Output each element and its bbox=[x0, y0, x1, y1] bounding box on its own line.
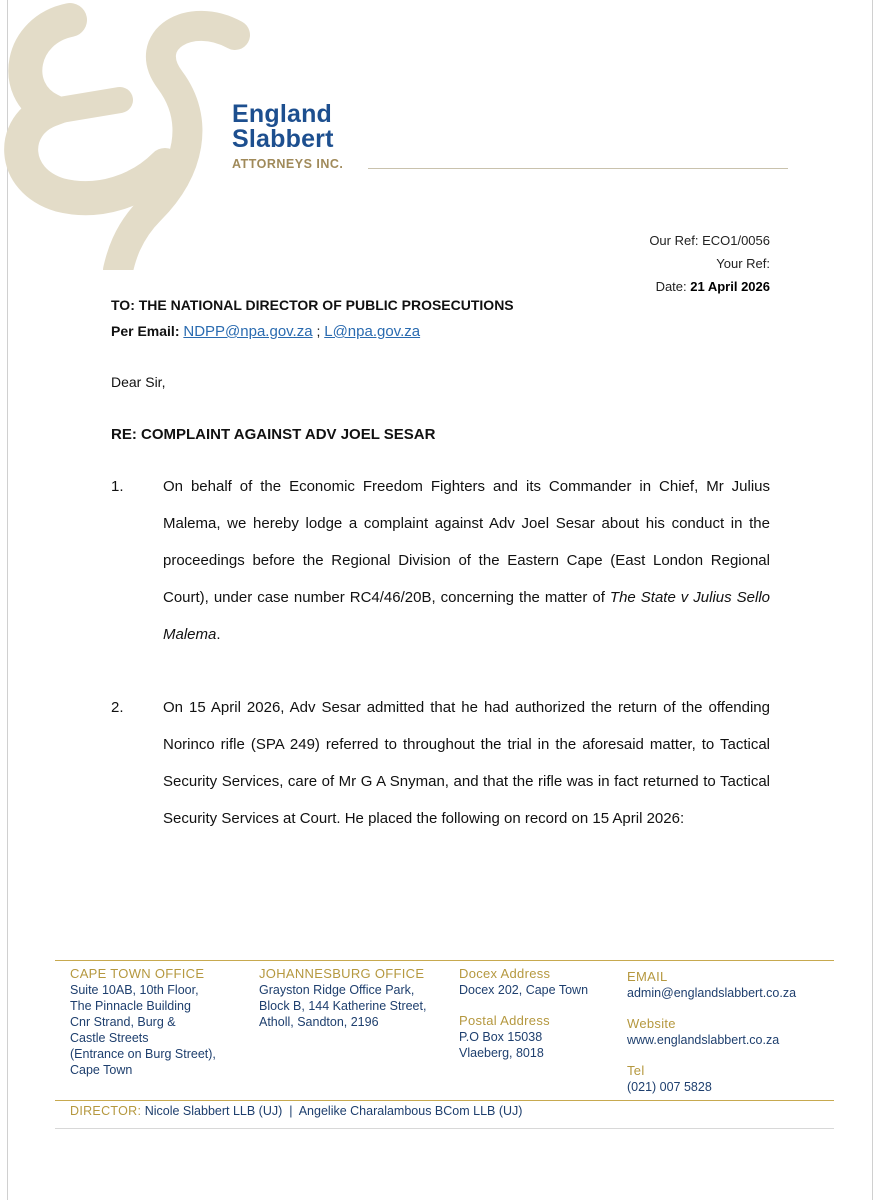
page-edge-right bbox=[872, 0, 873, 1200]
our-ref: Our Ref: ECO1/0056 bbox=[649, 233, 770, 248]
subject-line: RE: COMPLAINT AGAINST ADV JOEL SESAR bbox=[111, 426, 436, 443]
header-rule bbox=[368, 168, 788, 169]
paragraph-number: 1. bbox=[111, 478, 124, 495]
footer-website[interactable]: www.englandslabbert.co.za bbox=[627, 1033, 780, 1047]
footer-rule-top bbox=[55, 960, 834, 961]
footer-cape-town: CAPE TOWN OFFICE Suite 10AB, 10th Floor, The Pinnacle Building Cnr Strand, Burg & Castle Streets (Entrance on Burg Street), Cape Town bbox=[70, 966, 216, 1077]
email-separator: ; bbox=[316, 323, 321, 339]
reference-block bbox=[649, 229, 770, 298]
footer-johannesburg: JOHANNESBURG OFFICE Grayston Ridge Office Park, Block B, 144 Katherine Street, Atholl, Sandton, 2196 bbox=[259, 966, 427, 1029]
monogram-logo bbox=[0, 0, 260, 270]
email-link-ndpp[interactable]: NDPP@npa.gov.za bbox=[183, 323, 313, 340]
per-email-line: Per Email: NDPP@npa.gov.za ; L@npa.gov.za bbox=[111, 323, 421, 340]
addressee: TO: THE NATIONAL DIRECTOR OF PUBLIC PROSECUTIONS bbox=[111, 297, 514, 313]
firm-logo bbox=[232, 102, 343, 171]
paragraph-2: 2. On 15 April 2026, Adv Sesar admitted that he had authorized the return of the offending Norinco rifle (SPA 249) referred to throughout the trial in the aforesaid matter, to Tactical Security Services, care of Mr G A Snyman, and that the rifle was in fact returned to Tactical Security Services at Court. He placed the following on record on 15 April 2026: bbox=[111, 689, 770, 837]
footer-rule-bottom bbox=[55, 1100, 834, 1101]
date: Date: 21 April 2026 bbox=[655, 279, 770, 294]
firm-name-line2: Slabbert bbox=[232, 125, 334, 153]
paragraph-number: 2. bbox=[111, 699, 124, 716]
paragraph-1: 1. On behalf of the Economic Freedom Fighters and its Commander in Chief, Mr Julius Malema, we hereby lodge a complaint against Adv Joel Sesar about his conduct in the proceedings before the Regional Division of the Eastern Cape (East London Regional Court), under case number RC4/46/20B, concerning the matter of The State v Julius Sello Malema. bbox=[111, 468, 770, 653]
footer-tel: (021) 007 5828 bbox=[627, 1080, 712, 1094]
date-value: 21 April 2026 bbox=[690, 279, 770, 294]
footer-rule-end bbox=[55, 1128, 834, 1129]
footer-email[interactable]: admin@englandslabbert.co.za bbox=[627, 986, 797, 1000]
your-ref: Your Ref: bbox=[716, 256, 770, 271]
firm-name-line1: England bbox=[232, 100, 333, 128]
footer-contact: EMAIL admin@englandslabbert.co.za Website www.englandslabbert.co.za Tel (021) 007 5828 bbox=[627, 969, 797, 1094]
footer-docex-postal: Docex Address Docex 202, Cape Town Postal Address P.O Box 15038 Vlaeberg, 8018 bbox=[459, 966, 589, 1060]
firm-name-line3: ATTORNEYS INC. bbox=[232, 157, 344, 171]
footer-directors: DIRECTOR: Nicole Slabbert LLB (UJ) | Angelike Charalambous BCom LLB (UJ) bbox=[70, 1104, 523, 1118]
salutation: Dear Sir, bbox=[111, 374, 166, 390]
case-title: The State v Julius Sello Malema bbox=[163, 589, 771, 643]
email-link-l[interactable]: L@npa.gov.za bbox=[324, 323, 421, 340]
